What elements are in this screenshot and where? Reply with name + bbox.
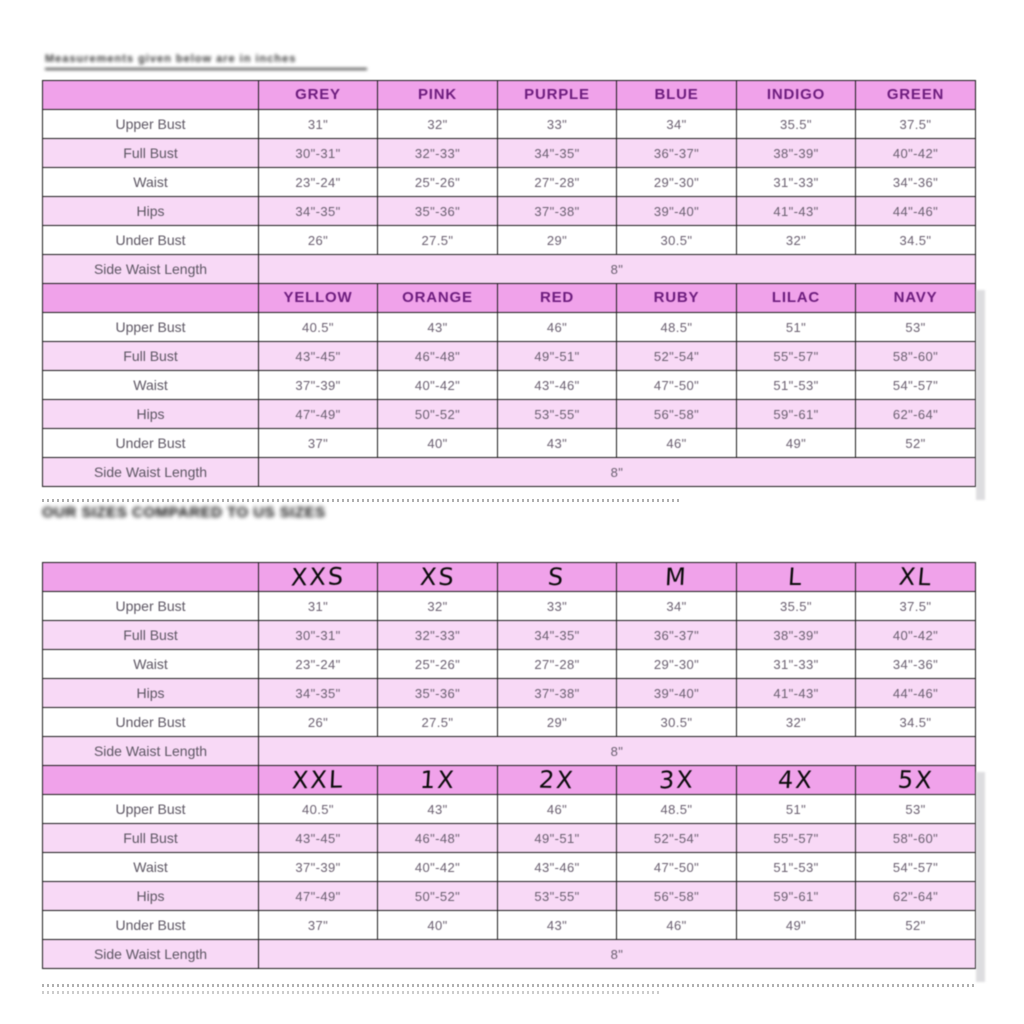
measurement-row bbox=[43, 197, 976, 226]
size-header-cell bbox=[737, 563, 856, 592]
size-label: RUBY bbox=[653, 289, 700, 306]
size-header-cell bbox=[617, 81, 737, 110]
size-header-cell bbox=[856, 284, 976, 313]
measurement-label-cell: Upper Bust bbox=[43, 110, 259, 139]
size-header-cell bbox=[378, 284, 498, 313]
measurement-value-cell: 29" bbox=[498, 226, 617, 255]
measurement-row bbox=[43, 650, 976, 679]
size-header-row bbox=[43, 284, 976, 313]
size-header-cell bbox=[378, 766, 498, 795]
measurement-value-cell: 59"-61" bbox=[737, 882, 856, 911]
measurement-value-cell: 37.5" bbox=[856, 110, 976, 139]
measurement-label-cell: Waist bbox=[43, 371, 259, 400]
measurement-value-cell: 31"-33" bbox=[737, 168, 856, 197]
measurement-value-cell: 40.5" bbox=[259, 313, 378, 342]
size-header-cell bbox=[259, 563, 378, 592]
measurement-row bbox=[43, 400, 976, 429]
measurement-value-cell: 43" bbox=[498, 429, 617, 458]
measurement-value-cell: 37.5" bbox=[856, 592, 976, 621]
measurement-value-cell: 58"-60" bbox=[856, 342, 976, 371]
measurement-value-cell: 40"-42" bbox=[378, 853, 498, 882]
measurement-value-cell: 34"-35" bbox=[498, 621, 617, 650]
measurement-value-cell: 37" bbox=[259, 429, 378, 458]
measurement-value-cell: 38"-39" bbox=[737, 621, 856, 650]
measurement-value-cell: 34"-36" bbox=[856, 650, 976, 679]
measurement-value-cell: 52" bbox=[856, 911, 976, 940]
measurement-value-cell: 52" bbox=[856, 429, 976, 458]
measurement-value-cell: 53" bbox=[856, 313, 976, 342]
size-header-cell bbox=[737, 766, 856, 795]
measurement-value-cell: 46"-48" bbox=[378, 342, 498, 371]
size-header-cell bbox=[498, 284, 617, 313]
measurement-value-cell: 55"-57" bbox=[737, 342, 856, 371]
measurement-value-cell: 41"-43" bbox=[737, 197, 856, 226]
size-label: NAVY bbox=[893, 289, 938, 306]
measurement-label-cell: Full Bust bbox=[43, 342, 259, 371]
handwritten-size-label: 1X bbox=[418, 766, 457, 794]
measurement-label-cell: Full Bust bbox=[43, 824, 259, 853]
measurement-value-cell: 62"-64" bbox=[856, 400, 976, 429]
header-corner-cell bbox=[43, 284, 259, 313]
size-header-row bbox=[43, 766, 976, 795]
size-header-cell bbox=[617, 284, 737, 313]
measurement-value-cell: 40"-42" bbox=[378, 371, 498, 400]
measurement-value-cell: 44"-46" bbox=[856, 679, 976, 708]
handwritten-size-label: S bbox=[547, 562, 567, 592]
measurement-value-cell: 35"-36" bbox=[378, 197, 498, 226]
measurement-row bbox=[43, 795, 976, 824]
measurement-value-cell: 41"-43" bbox=[737, 679, 856, 708]
measurement-value-cell: 35.5" bbox=[737, 592, 856, 621]
measurement-value-cell: 48.5" bbox=[617, 795, 737, 824]
measurement-value-cell: 31"-33" bbox=[737, 650, 856, 679]
measurement-value-cell: 51" bbox=[737, 313, 856, 342]
measurement-value-cell: 32" bbox=[737, 708, 856, 737]
measurement-label-cell: Under Bust bbox=[43, 226, 259, 255]
measurement-value-cell: 40" bbox=[378, 429, 498, 458]
size-header-cell bbox=[737, 81, 856, 110]
measurement-label-cell: Under Bust bbox=[43, 429, 259, 458]
measurement-value-cell: 30.5" bbox=[617, 226, 737, 255]
measurement-row bbox=[43, 737, 976, 766]
size-label: YELLOW bbox=[283, 289, 353, 306]
measurement-label-cell: Waist bbox=[43, 853, 259, 882]
size-header-cell bbox=[498, 563, 617, 592]
measurement-value-cell: 43"-46" bbox=[498, 853, 617, 882]
measurement-value-cell: 47"-50" bbox=[617, 371, 737, 400]
scan-artifact-dotted-line bbox=[42, 984, 975, 987]
measurement-value-cell: 37"-38" bbox=[498, 679, 617, 708]
measurement-row bbox=[43, 708, 976, 737]
caption-size-comparison: OUR SIZES COMPARED TO US SIZES bbox=[42, 504, 326, 521]
size-label: ORANGE bbox=[402, 289, 473, 306]
measurement-label-cell: Hips bbox=[43, 197, 259, 226]
scan-shadow bbox=[976, 772, 985, 982]
measurement-value-cell: 49"-51" bbox=[498, 342, 617, 371]
measurement-value-cell: 51"-53" bbox=[737, 853, 856, 882]
measurement-row bbox=[43, 168, 976, 197]
size-header-cell bbox=[617, 563, 737, 592]
measurement-row bbox=[43, 458, 976, 487]
measurement-value-cell: 32" bbox=[378, 110, 498, 139]
measurement-label-cell: Under Bust bbox=[43, 911, 259, 940]
measurement-value-cell: 49" bbox=[737, 429, 856, 458]
size-label: PINK bbox=[417, 86, 458, 103]
measurement-row bbox=[43, 226, 976, 255]
measurement-row bbox=[43, 882, 976, 911]
measurement-row bbox=[43, 139, 976, 168]
size-header-cell bbox=[378, 81, 498, 110]
measurement-value-cell: 27.5" bbox=[378, 708, 498, 737]
measurement-value-cell: 46" bbox=[498, 313, 617, 342]
measurement-label-cell: Hips bbox=[43, 882, 259, 911]
measurement-value-cell: 43"-46" bbox=[498, 371, 617, 400]
handwritten-size-label: XS bbox=[418, 563, 457, 591]
measurement-value-cell: 23"-24" bbox=[259, 650, 378, 679]
measurement-value-cell: 46" bbox=[617, 911, 737, 940]
scan-shadow bbox=[976, 290, 985, 500]
size-header-cell bbox=[259, 284, 378, 313]
measurement-row bbox=[43, 824, 976, 853]
measurement-value-cell: 47"-49" bbox=[259, 400, 378, 429]
size-header-cell bbox=[259, 766, 378, 795]
measurement-value-cell: 27"-28" bbox=[498, 168, 617, 197]
measurement-label-cell: Waist bbox=[43, 650, 259, 679]
size-header-row bbox=[43, 81, 976, 110]
size-header-cell bbox=[259, 81, 378, 110]
measurement-value-cell: 34" bbox=[617, 110, 737, 139]
size-label: LILAC bbox=[771, 289, 821, 306]
measurement-value-cell: 56"-58" bbox=[617, 400, 737, 429]
measurement-row bbox=[43, 313, 976, 342]
header-corner-cell bbox=[43, 766, 259, 795]
measurement-label-cell: Side Waist Length bbox=[43, 940, 259, 969]
measurement-row bbox=[43, 255, 976, 284]
size-header-cell bbox=[378, 563, 498, 592]
measurement-span-value-cell: 8" bbox=[259, 940, 976, 969]
measurement-value-cell: 40" bbox=[378, 911, 498, 940]
measurement-value-cell: 55"-57" bbox=[737, 824, 856, 853]
measurement-value-cell: 33" bbox=[498, 592, 617, 621]
handwritten-size-label: L bbox=[787, 563, 805, 591]
measurement-row bbox=[43, 853, 976, 882]
scan-artifact-dotted-line bbox=[42, 499, 682, 502]
measurement-row bbox=[43, 679, 976, 708]
measurement-value-cell: 43" bbox=[378, 795, 498, 824]
measurement-row bbox=[43, 371, 976, 400]
measurement-value-cell: 43" bbox=[498, 911, 617, 940]
measurement-value-cell: 27"-28" bbox=[498, 650, 617, 679]
measurement-value-cell: 34" bbox=[617, 592, 737, 621]
handwritten-size-label: XL bbox=[897, 562, 934, 592]
measurement-value-cell: 44"-46" bbox=[856, 197, 976, 226]
measurement-value-cell: 29" bbox=[498, 708, 617, 737]
measurement-label-cell: Hips bbox=[43, 679, 259, 708]
color-size-chart-table bbox=[42, 80, 976, 487]
measurement-value-cell: 37"-39" bbox=[259, 371, 378, 400]
measurement-value-cell: 59"-61" bbox=[737, 400, 856, 429]
measurement-span-value-cell: 8" bbox=[259, 737, 976, 766]
measurement-value-cell: 40"-42" bbox=[856, 139, 976, 168]
measurement-value-cell: 50"-52" bbox=[378, 882, 498, 911]
measurement-value-cell: 25"-26" bbox=[378, 168, 498, 197]
size-label: GREY bbox=[295, 86, 341, 103]
measurement-value-cell: 49" bbox=[737, 911, 856, 940]
measurement-label-cell: Upper Bust bbox=[43, 592, 259, 621]
measurement-value-cell: 34"-35" bbox=[498, 139, 617, 168]
handwritten-size-label: 5X bbox=[896, 765, 935, 795]
handwritten-size-label: 3X bbox=[657, 765, 696, 795]
measurement-value-cell: 36"-37" bbox=[617, 621, 737, 650]
measurement-value-cell: 51"-53" bbox=[737, 371, 856, 400]
measurement-value-cell: 51" bbox=[737, 795, 856, 824]
measurement-value-cell: 56"-58" bbox=[617, 882, 737, 911]
measurement-label-cell: Under Bust bbox=[43, 708, 259, 737]
measurement-value-cell: 26" bbox=[259, 708, 378, 737]
measurement-value-cell: 32" bbox=[737, 226, 856, 255]
measurement-value-cell: 34"-35" bbox=[259, 197, 378, 226]
measurement-value-cell: 48.5" bbox=[617, 313, 737, 342]
measurement-value-cell: 54"-57" bbox=[856, 371, 976, 400]
size-header-cell bbox=[498, 81, 617, 110]
measurement-value-cell: 47"-50" bbox=[617, 853, 737, 882]
measurement-value-cell: 35.5" bbox=[737, 110, 856, 139]
measurement-value-cell: 32"-33" bbox=[378, 621, 498, 650]
header-corner-cell bbox=[43, 563, 259, 592]
measurement-row bbox=[43, 429, 976, 458]
measurement-value-cell: 32"-33" bbox=[378, 139, 498, 168]
handwritten-size-label: XXL bbox=[291, 765, 345, 795]
measurement-row bbox=[43, 621, 976, 650]
measurement-value-cell: 30.5" bbox=[617, 708, 737, 737]
header-corner-cell bbox=[43, 81, 259, 110]
measurement-row bbox=[43, 940, 976, 969]
measurement-value-cell: 38"-39" bbox=[737, 139, 856, 168]
measurement-value-cell: 50"-52" bbox=[378, 400, 498, 429]
measurement-value-cell: 30"-31" bbox=[259, 139, 378, 168]
measurement-value-cell: 35"-36" bbox=[378, 679, 498, 708]
measurement-label-cell: Side Waist Length bbox=[43, 255, 259, 284]
measurement-value-cell: 26" bbox=[259, 226, 378, 255]
measurement-value-cell: 40.5" bbox=[259, 795, 378, 824]
measurement-label-cell: Full Bust bbox=[43, 139, 259, 168]
measurement-value-cell: 39"-40" bbox=[617, 197, 737, 226]
size-header-cell bbox=[856, 81, 976, 110]
measurement-label-cell: Side Waist Length bbox=[43, 737, 259, 766]
measurement-value-cell: 36"-37" bbox=[617, 139, 737, 168]
measurement-value-cell: 43" bbox=[378, 313, 498, 342]
size-label: RED bbox=[539, 289, 575, 306]
size-header-cell bbox=[737, 284, 856, 313]
measurement-value-cell: 46" bbox=[498, 795, 617, 824]
handwritten-size-label: XXS bbox=[290, 562, 346, 592]
measurement-value-cell: 34.5" bbox=[856, 708, 976, 737]
measurement-value-cell: 53"-55" bbox=[498, 882, 617, 911]
measurement-value-cell: 43"-45" bbox=[259, 342, 378, 371]
measurement-span-value-cell: 8" bbox=[259, 255, 976, 284]
measurement-label-cell: Upper Bust bbox=[43, 313, 259, 342]
measurement-value-cell: 29"-30" bbox=[617, 168, 737, 197]
measurement-row bbox=[43, 592, 976, 621]
measurement-value-cell: 29"-30" bbox=[617, 650, 737, 679]
measurement-value-cell: 46"-48" bbox=[378, 824, 498, 853]
size-label: BLUE bbox=[654, 86, 699, 103]
caption-measurements-note: Measurements given below are in inches bbox=[45, 53, 367, 70]
measurement-value-cell: 43"-45" bbox=[259, 824, 378, 853]
measurement-value-cell: 30"-31" bbox=[259, 621, 378, 650]
measurement-label-cell: Upper Bust bbox=[43, 795, 259, 824]
measurement-value-cell: 32" bbox=[378, 592, 498, 621]
measurement-value-cell: 33" bbox=[498, 110, 617, 139]
measurement-value-cell: 37"-38" bbox=[498, 197, 617, 226]
measurement-value-cell: 37" bbox=[259, 911, 378, 940]
measurement-value-cell: 46" bbox=[617, 429, 737, 458]
measurement-row bbox=[43, 342, 976, 371]
letter-size-chart-table bbox=[42, 562, 976, 969]
measurement-value-cell: 34"-35" bbox=[259, 679, 378, 708]
measurement-label-cell: Side Waist Length bbox=[43, 458, 259, 487]
measurement-value-cell: 52"-54" bbox=[617, 824, 737, 853]
size-header-cell bbox=[498, 766, 617, 795]
size-header-cell bbox=[617, 766, 737, 795]
measurement-value-cell: 47"-49" bbox=[259, 882, 378, 911]
measurement-value-cell: 31" bbox=[259, 592, 378, 621]
size-header-row bbox=[43, 563, 976, 592]
measurement-value-cell: 52"-54" bbox=[617, 342, 737, 371]
measurement-value-cell: 34.5" bbox=[856, 226, 976, 255]
measurement-value-cell: 27.5" bbox=[378, 226, 498, 255]
size-label: INDIGO bbox=[766, 86, 826, 103]
measurement-row bbox=[43, 911, 976, 940]
measurement-value-cell: 31" bbox=[259, 110, 378, 139]
measurement-span-value-cell: 8" bbox=[259, 458, 976, 487]
scan-artifact-dotted-line bbox=[42, 991, 662, 994]
handwritten-size-label: 2X bbox=[537, 765, 577, 795]
size-header-cell bbox=[856, 563, 976, 592]
measurement-value-cell: 54"-57" bbox=[856, 853, 976, 882]
measurement-value-cell: 25"-26" bbox=[378, 650, 498, 679]
measurement-row bbox=[43, 110, 976, 139]
size-header-cell bbox=[856, 766, 976, 795]
measurement-value-cell: 53" bbox=[856, 795, 976, 824]
measurement-value-cell: 23"-24" bbox=[259, 168, 378, 197]
measurement-label-cell: Hips bbox=[43, 400, 259, 429]
measurement-value-cell: 62"-64" bbox=[856, 882, 976, 911]
handwritten-size-label: M bbox=[664, 562, 689, 592]
measurement-value-cell: 49"-51" bbox=[498, 824, 617, 853]
size-label: PURPLE bbox=[524, 86, 590, 103]
measurement-value-cell: 58"-60" bbox=[856, 824, 976, 853]
size-label: GREEN bbox=[886, 86, 945, 103]
measurement-label-cell: Waist bbox=[43, 168, 259, 197]
measurement-value-cell: 39"-40" bbox=[617, 679, 737, 708]
handwritten-size-label: 4X bbox=[777, 766, 815, 794]
measurement-value-cell: 40"-42" bbox=[856, 621, 976, 650]
measurement-value-cell: 34"-36" bbox=[856, 168, 976, 197]
measurement-value-cell: 53"-55" bbox=[498, 400, 617, 429]
measurement-value-cell: 37"-39" bbox=[259, 853, 378, 882]
measurement-label-cell: Full Bust bbox=[43, 621, 259, 650]
